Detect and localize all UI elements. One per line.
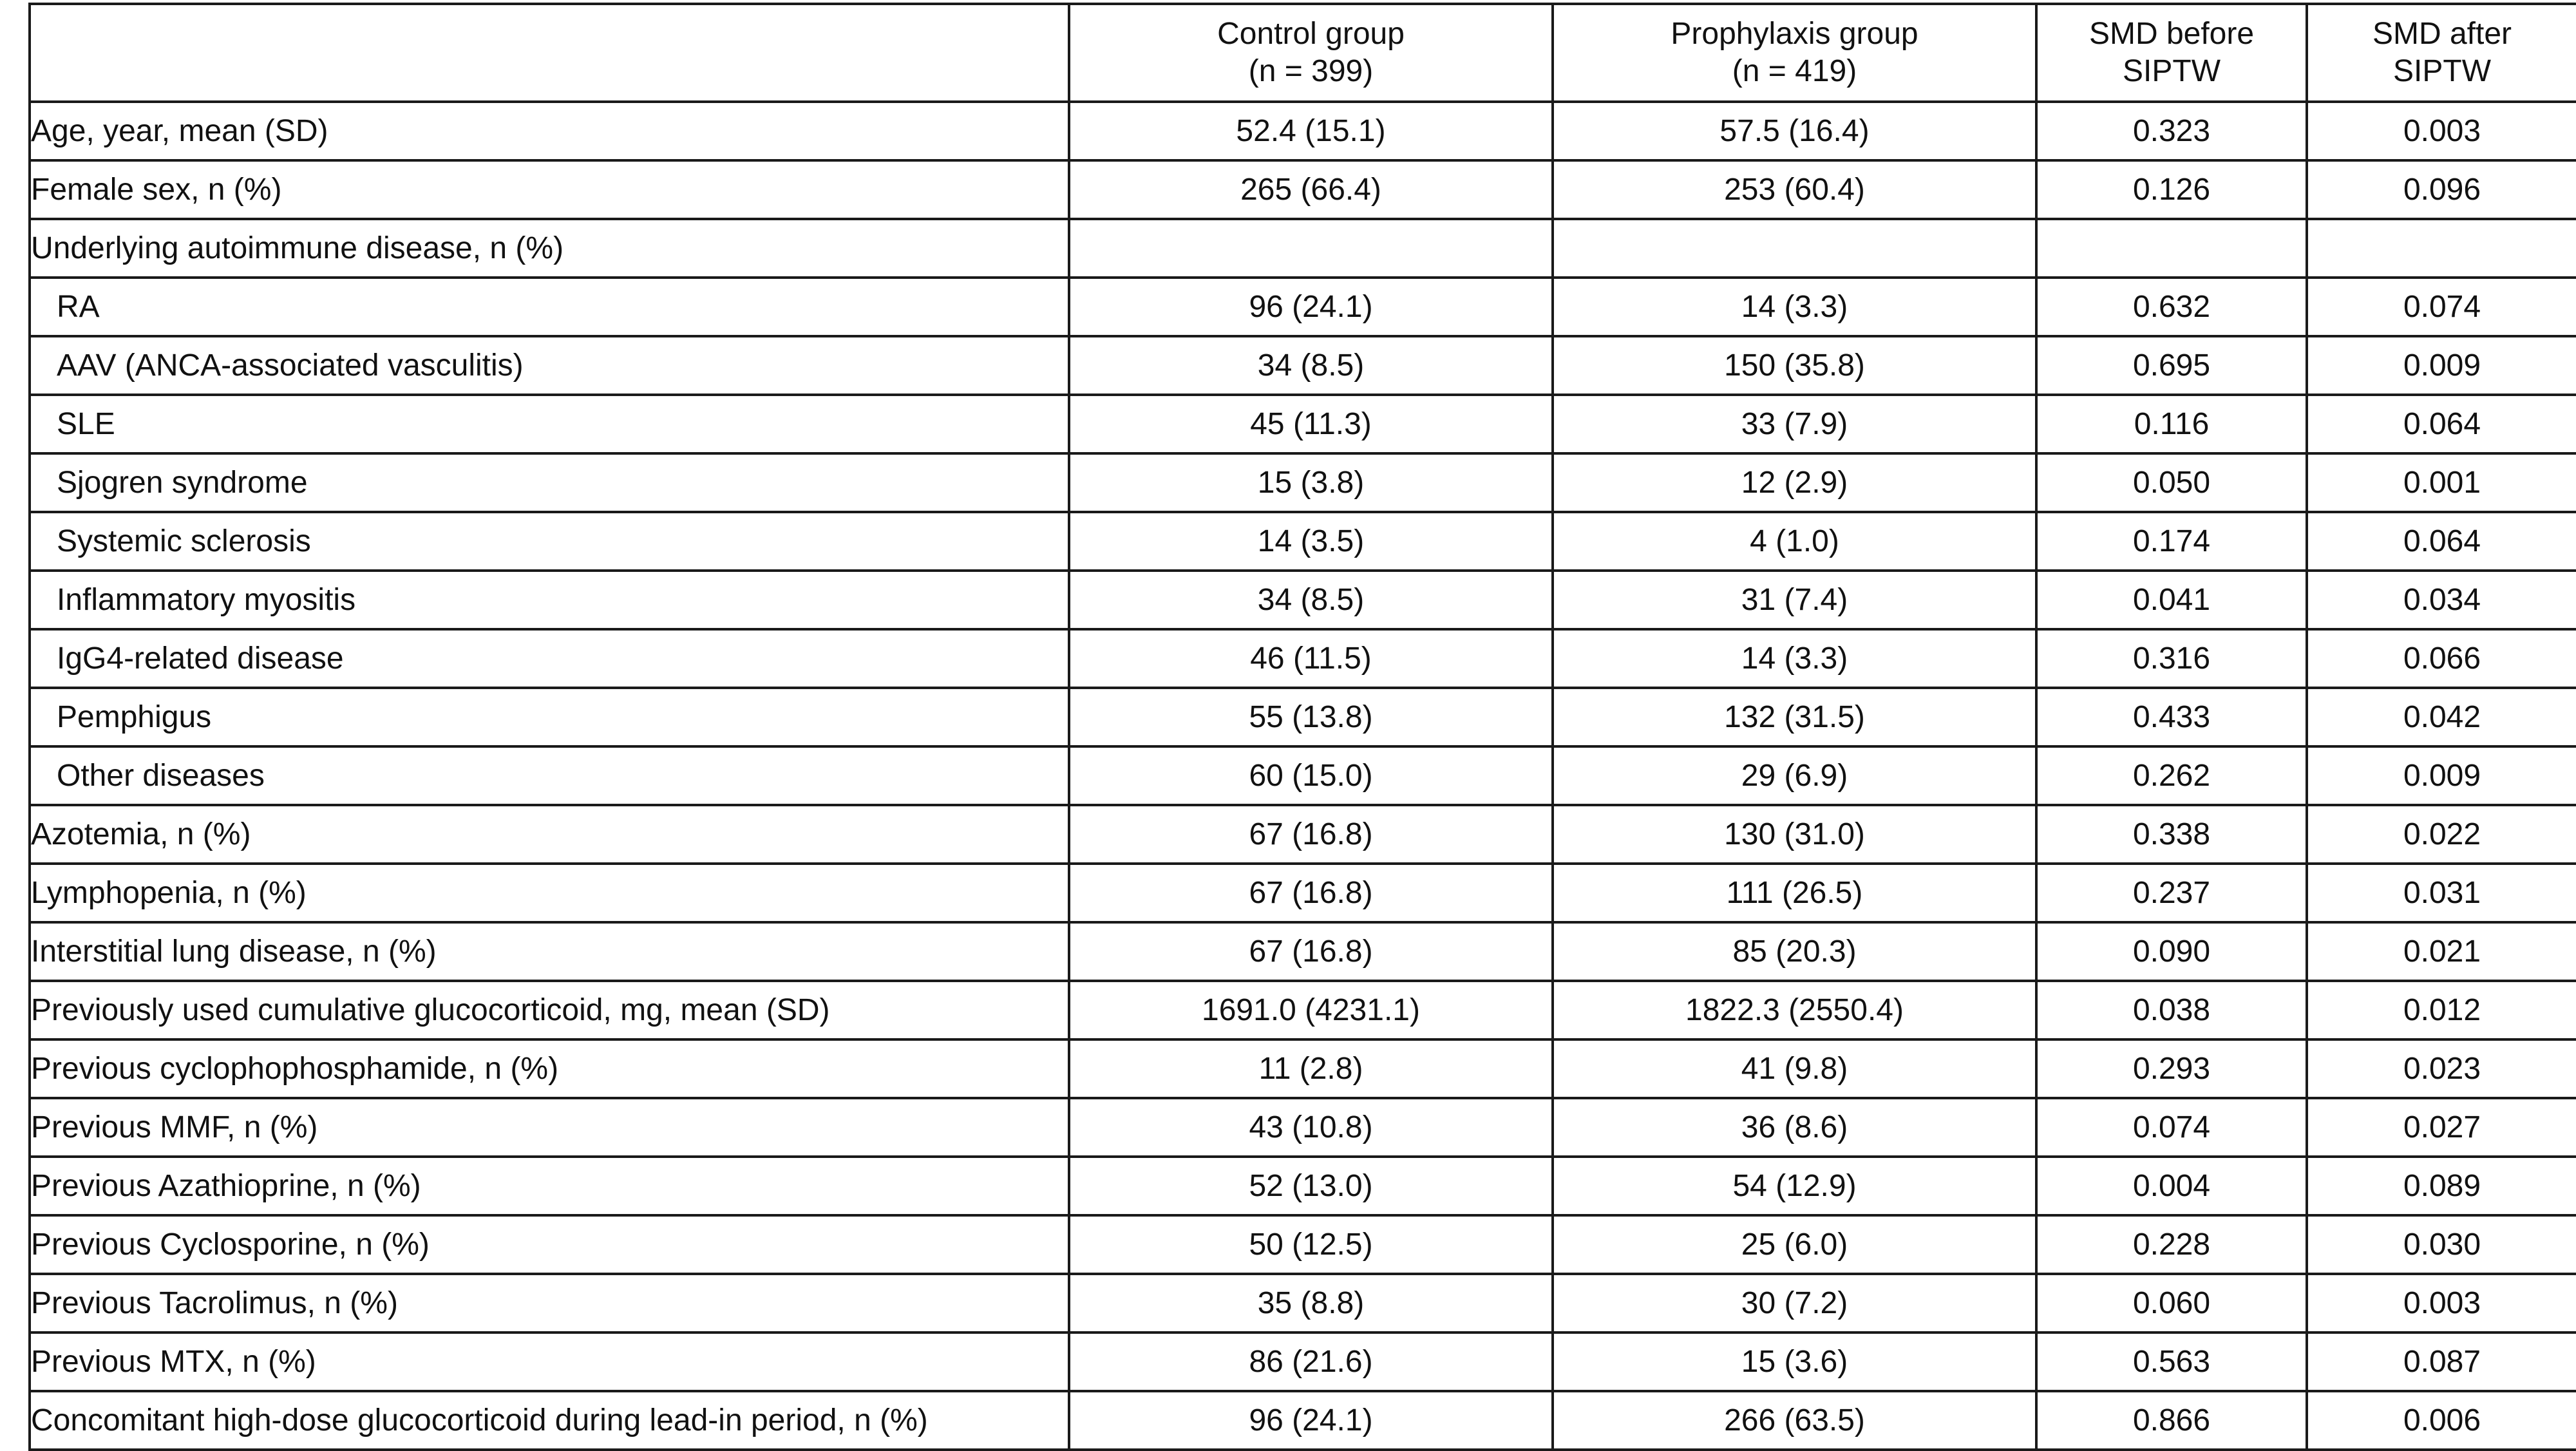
prophylaxis-value: 54 (12.9) [1553,1157,2036,1215]
prophylaxis-value: 57.5 (16.4) [1553,102,2036,160]
smd-before-value: 0.174 [2036,512,2307,571]
control-value: 46 (11.5) [1069,629,1553,688]
table-row [30,395,2576,453]
smd-after-value: 0.023 [2307,1039,2576,1098]
prophylaxis-value: 25 (6.0) [1553,1215,2036,1274]
smd-after-value: 0.001 [2307,453,2576,512]
smd-before-value: 0.338 [2036,805,2307,864]
prophylaxis-value: 31 (7.4) [1553,571,2036,629]
control-value: 1691.0 (4231.1) [1069,981,1553,1039]
smd-after-value: 0.074 [2307,278,2576,336]
smd-before-value: 0.041 [2036,571,2307,629]
smd-before-value: 0.074 [2036,1098,2307,1157]
prophylaxis-value: 130 (31.0) [1553,805,2036,864]
control-value: 67 (16.8) [1069,922,1553,981]
control-value: 67 (16.8) [1069,805,1553,864]
prophylaxis-value: 132 (31.5) [1553,688,2036,746]
prophylaxis-value: 12 (2.9) [1553,453,2036,512]
header-control-group [1069,4,1553,102]
prophylaxis-value: 29 (6.9) [1553,746,2036,805]
control-value: 67 (16.8) [1069,864,1553,922]
prophylaxis-value: 266 (63.5) [1553,1391,2036,1450]
row-label: Age, year, mean (SD) [30,102,1069,160]
control-value: 96 (24.1) [1069,1391,1553,1450]
prophylaxis-value: 150 (35.8) [1553,336,2036,395]
table-row [30,1274,2576,1332]
smd-after-value: 0.009 [2307,336,2576,395]
table-body [30,102,2576,1450]
row-label: Concomitant high-dose glucocorticoid during lead-in period, n (%) [30,1391,1069,1450]
smd-after-value: 0.034 [2307,571,2576,629]
smd-after-value: 0.006 [2307,1391,2576,1450]
row-label: Pemphigus [30,688,1069,746]
smd-after-value: 0.003 [2307,1274,2576,1332]
smd-after-value: 0.096 [2307,160,2576,219]
table-row [30,102,2576,160]
smd-before-value: 0.237 [2036,864,2307,922]
row-label: Underlying autoimmune disease, n (%) [30,219,1069,278]
smd-after-value: 0.064 [2307,512,2576,571]
table-row [30,278,2576,336]
smd-after-value: 0.089 [2307,1157,2576,1215]
control-value [1069,219,1553,278]
smd-before-value: 0.563 [2036,1332,2307,1391]
smd-after-value: 0.009 [2307,746,2576,805]
table-row [30,922,2576,981]
table-row [30,512,2576,571]
control-value: 34 (8.5) [1069,336,1553,395]
smd-after-value: 0.066 [2307,629,2576,688]
smd-after-value: 0.031 [2307,864,2576,922]
smd-before-value: 0.632 [2036,278,2307,336]
row-label: RA [30,278,1069,336]
row-label: Other diseases [30,746,1069,805]
header-smd-before [2036,4,2307,102]
smd-before-value: 0.866 [2036,1391,2307,1450]
control-value: 50 (12.5) [1069,1215,1553,1274]
row-label: AAV (ANCA-associated vasculitis) [30,336,1069,395]
smd-before-value: 0.090 [2036,922,2307,981]
control-value: 45 (11.3) [1069,395,1553,453]
smd-before-value: 0.038 [2036,981,2307,1039]
header-smd-after-line2: SIPTW [2393,54,2491,88]
smd-after-value [2307,219,2576,278]
header-variable-cell [30,4,1069,102]
header-smd-before-line2: SIPTW [2123,54,2221,88]
table-row [30,219,2576,278]
header-prophylaxis-n: (n = 419) [1732,54,1857,88]
smd-before-value: 0.695 [2036,336,2307,395]
smd-before-value: 0.116 [2036,395,2307,453]
table-row [30,571,2576,629]
header-row [30,4,2576,102]
smd-before-value: 0.323 [2036,102,2307,160]
control-value: 86 (21.6) [1069,1332,1553,1391]
row-label: Female sex, n (%) [30,160,1069,219]
smd-after-value: 0.064 [2307,395,2576,453]
smd-after-value: 0.042 [2307,688,2576,746]
control-value: 52 (13.0) [1069,1157,1553,1215]
prophylaxis-value: 111 (26.5) [1553,864,2036,922]
table-row [30,160,2576,219]
header-smd-after-line1: SMD after [2372,17,2512,51]
header-prophylaxis-title: Prophylaxis group [1671,17,1918,51]
header-control-n: (n = 399) [1248,54,1374,88]
header-control-title: Control group [1217,17,1405,51]
row-label: Previous Cyclosporine, n (%) [30,1215,1069,1274]
table-row [30,746,2576,805]
prophylaxis-value [1553,219,2036,278]
smd-before-value: 0.293 [2036,1039,2307,1098]
row-label: Previously used cumulative glucocorticoid, mg, mean (SD) [30,981,1069,1039]
row-label: Azotemia, n (%) [30,805,1069,864]
control-value: 55 (13.8) [1069,688,1553,746]
row-label: Interstitial lung disease, n (%) [30,922,1069,981]
row-label: Systemic sclerosis [30,512,1069,571]
table-row [30,688,2576,746]
row-label: SLE [30,395,1069,453]
smd-after-value: 0.027 [2307,1098,2576,1157]
table-row [30,1215,2576,1274]
table-row [30,1098,2576,1157]
smd-after-value: 0.087 [2307,1332,2576,1391]
prophylaxis-value: 14 (3.3) [1553,278,2036,336]
row-label: IgG4-related disease [30,629,1069,688]
table-row [30,805,2576,864]
control-value: 60 (15.0) [1069,746,1553,805]
prophylaxis-value: 36 (8.6) [1553,1098,2036,1157]
control-value: 265 (66.4) [1069,160,1553,219]
row-label: Previous Tacrolimus, n (%) [30,1274,1069,1332]
baseline-characteristics-table [28,3,2576,1451]
table-row [30,864,2576,922]
control-value: 15 (3.8) [1069,453,1553,512]
control-value: 34 (8.5) [1069,571,1553,629]
table-row [30,336,2576,395]
prophylaxis-value: 14 (3.3) [1553,629,2036,688]
smd-after-value: 0.021 [2307,922,2576,981]
prophylaxis-value: 41 (9.8) [1553,1039,2036,1098]
table-row [30,453,2576,512]
control-value: 11 (2.8) [1069,1039,1553,1098]
row-label: Previous MTX, n (%) [30,1332,1069,1391]
row-label: Sjogren syndrome [30,453,1069,512]
prophylaxis-value: 33 (7.9) [1553,395,2036,453]
smd-before-value: 0.262 [2036,746,2307,805]
row-label: Previous cyclophophosphamide, n (%) [30,1039,1069,1098]
smd-before-value: 0.126 [2036,160,2307,219]
table-row [30,981,2576,1039]
header-prophylaxis-group [1553,4,2036,102]
smd-before-value: 0.433 [2036,688,2307,746]
prophylaxis-value: 30 (7.2) [1553,1274,2036,1332]
row-label: Lymphopenia, n (%) [30,864,1069,922]
smd-before-value: 0.004 [2036,1157,2307,1215]
row-label: Inflammatory myositis [30,571,1069,629]
header-smd-after [2307,4,2576,102]
control-value: 96 (24.1) [1069,278,1553,336]
table-row [30,1039,2576,1098]
prophylaxis-value: 85 (20.3) [1553,922,2036,981]
smd-before-value [2036,219,2307,278]
smd-after-value: 0.030 [2307,1215,2576,1274]
row-label: Previous MMF, n (%) [30,1098,1069,1157]
control-value: 52.4 (15.1) [1069,102,1553,160]
table-row [30,1157,2576,1215]
smd-before-value: 0.316 [2036,629,2307,688]
control-value: 43 (10.8) [1069,1098,1553,1157]
prophylaxis-value: 4 (1.0) [1553,512,2036,571]
header-smd-before-line1: SMD before [2088,17,2255,51]
row-label: Previous Azathioprine, n (%) [30,1157,1069,1215]
smd-before-value: 0.228 [2036,1215,2307,1274]
smd-before-value: 0.060 [2036,1274,2307,1332]
prophylaxis-value: 15 (3.6) [1553,1332,2036,1391]
smd-after-value: 0.012 [2307,981,2576,1039]
smd-after-value: 0.003 [2307,102,2576,160]
smd-after-value: 0.022 [2307,805,2576,864]
smd-before-value: 0.050 [2036,453,2307,512]
prophylaxis-value: 1822.3 (2550.4) [1553,981,2036,1039]
table-row [30,629,2576,688]
table-row [30,1391,2576,1450]
table-row [30,1332,2576,1391]
control-value: 14 (3.5) [1069,512,1553,571]
prophylaxis-value: 253 (60.4) [1553,160,2036,219]
control-value: 35 (8.8) [1069,1274,1553,1332]
